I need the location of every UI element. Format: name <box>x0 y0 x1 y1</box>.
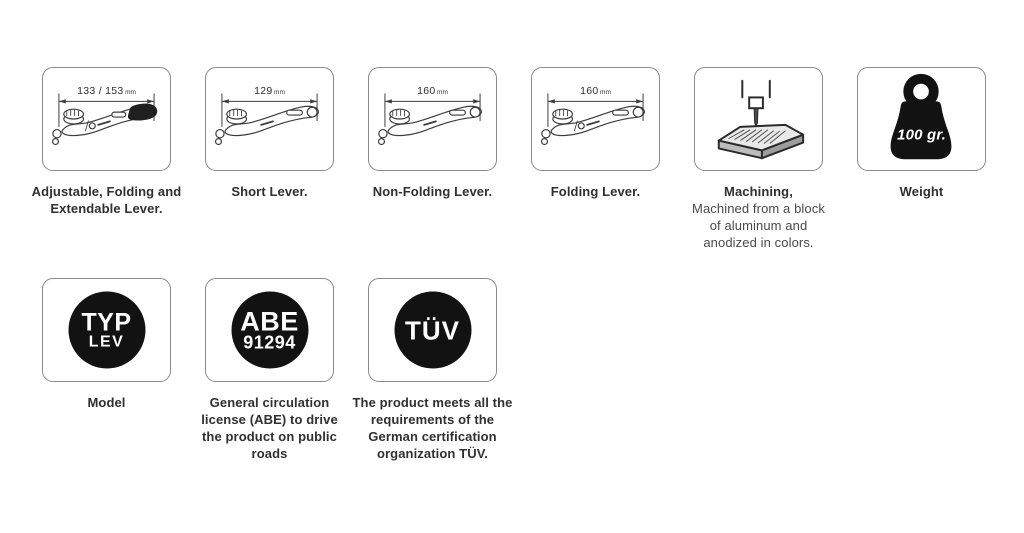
weight-kettlebell-icon <box>858 68 985 170</box>
lever-extendable-icon <box>43 68 170 170</box>
feature-title: Short Lever. <box>231 184 308 199</box>
dimension-value: 133 / 153 <box>77 85 124 97</box>
abe-badge-icon <box>231 292 308 369</box>
feature-row-2 <box>42 278 513 462</box>
lever-diagram-frame <box>42 67 171 171</box>
dimension-label <box>206 85 333 97</box>
dimension-value: 129 <box>254 85 273 97</box>
dimension-label <box>43 85 170 97</box>
lever-drawing <box>216 106 319 144</box>
feature-title: Model <box>87 395 126 410</box>
feature-title <box>679 183 839 251</box>
model-badge-frame <box>42 278 171 382</box>
badge-line2: LEV <box>88 333 125 350</box>
lever-drawing <box>379 106 482 144</box>
weight-frame <box>857 67 986 171</box>
weight-value: 100 gr. <box>897 126 946 144</box>
lever-short-icon <box>206 68 333 170</box>
lever-diagram-frame <box>531 67 660 171</box>
machining-icon <box>695 68 822 170</box>
feature-row-1 <box>31 67 986 251</box>
machining-frame <box>694 67 823 171</box>
feature-adjustable-lever <box>31 67 182 251</box>
feature-short-lever <box>205 67 334 251</box>
dimension-label <box>369 85 496 97</box>
dimension-unit: mm <box>274 89 285 96</box>
badge-line2: 91294 <box>243 332 296 352</box>
badge-line1: TYP <box>81 308 132 336</box>
feature-title: General circulation license (ABE) to drive the product on public roads <box>201 395 338 461</box>
feature-title: Non-Folding Lever. <box>372 184 493 199</box>
badge-line1: ABE <box>240 306 299 336</box>
tuv-badge-frame <box>368 278 497 382</box>
lever-diagram-frame <box>368 67 497 171</box>
machining-title: Machining, <box>724 184 793 199</box>
feature-model <box>42 278 171 462</box>
feature-title: Adjustable, Folding and Extendable Lever. <box>31 184 182 216</box>
dimension-unit: mm <box>437 89 448 96</box>
feature-title: Folding Lever. <box>550 184 641 199</box>
dimension-value: 160 <box>580 85 599 97</box>
dimension-label <box>532 85 659 97</box>
machining-description: Machined from a block of aluminum and anodized in colors. <box>692 201 825 250</box>
lever-drawing <box>542 106 645 144</box>
badge-line1: TÜV <box>405 315 460 345</box>
dimension-unit: mm <box>600 89 611 96</box>
abe-badge-frame <box>205 278 334 382</box>
dimension-unit: mm <box>125 89 136 96</box>
lever-drawing <box>53 104 157 144</box>
feature-folding-lever <box>531 67 660 251</box>
dimension-value: 160 <box>417 85 436 97</box>
feature-title: Weight <box>899 184 944 199</box>
lever-folding-icon <box>532 68 659 170</box>
lever-non-folding-icon <box>369 68 496 170</box>
feature-tuv-certification <box>352 278 513 462</box>
feature-title: The product meets all the requirements of the German certification organization TÜV. <box>352 395 513 461</box>
feature-non-folding-lever <box>368 67 497 251</box>
lever-diagram-frame <box>205 67 334 171</box>
feature-machining <box>694 67 823 251</box>
feature-weight <box>857 67 986 251</box>
typ-lev-badge-icon <box>68 292 145 369</box>
feature-abe-license <box>201 278 338 462</box>
tuv-badge-icon <box>394 292 471 369</box>
